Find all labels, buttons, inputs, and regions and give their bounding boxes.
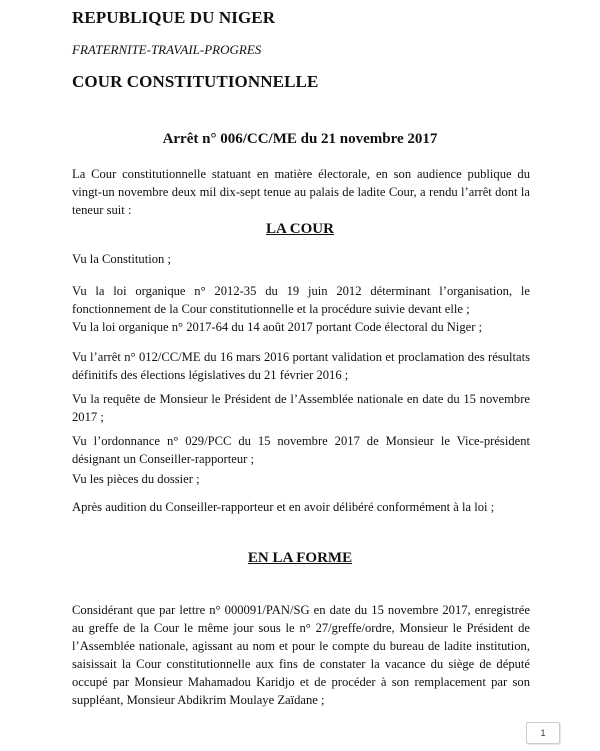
recital-organic-law-2012: Vu la loi organique n° 2012-35 du 19 juin 2012 déterminant l’organisation, le fonctionnement de la Cour constitutionnelle et la procédure suivie devant elle ; [72, 284, 530, 316]
court-name: COUR CONSTITUTIONNELLE [72, 72, 319, 91]
page-number: 1 [526, 722, 560, 744]
recital-organic-law-2017: Vu la loi organique n° 2017-64 du 14 août 2017 portant Code électoral du Niger ; [72, 320, 483, 334]
national-motto: FRATERNITE-TRAVAIL-PROGRES [72, 42, 262, 57]
recital-decision-2016: Vu l’arrêt n° 012/CC/ME du 16 mars 2016 portant validation et proclamation des résultats définitifs des élections législatives du 21 février 2016 ; [72, 350, 530, 382]
recital-constitution: Vu la Constitution ; [72, 252, 171, 266]
section-heading-court: LA COUR [266, 221, 334, 237]
considerant-paragraph: Considérant que par lettre n° 000091/PAN/SG en date du 15 novembre 2017, enregistrée au greffe de la Cour le même jour sous le n° 27/greffe/ordre, Monsieur le Président de l’Assemblée nationale, agissant au nom et pour le compte du bureau de ladite institution, saisissait la Cour constitutionnelle aux fins de constater la vacance du siège de député occupé par Monsieur Mahamadou Karidjo et de procéder à son remplacement par son suppléant, Monsieur Abdikrim Moulaye Zaïdane ; [72, 603, 530, 707]
decision-title: Arrêt n° 006/CC/ME du 21 novembre 2017 [162, 131, 438, 147]
country-name: REPUBLIQUE DU NIGER [72, 8, 276, 27]
recital-request: Vu la requête de Monsieur le Président de l’Assemblée nationale en date du 15 novembre 2017 ; [72, 392, 530, 424]
decision-intro: La Cour constitutionnelle statuant en matière électorale, en son audience publique du vingt-un novembre deux mil dix-sept tenue au palais de ladite Cour, a rendu l’arrêt dont la teneur suit : [72, 167, 530, 217]
recital-ordinance: Vu l’ordonnance n° 029/PCC du 15 novembre 2017 de Monsieur le Vice-président désignant un Conseiller-rapporteur ; [72, 434, 530, 466]
section-heading-form: EN LA FORME [247, 550, 353, 566]
recital-documents: Vu les pièces du dossier ; [72, 472, 200, 486]
recital-deliberation: Après audition du Conseiller-rapporteur et en avoir délibéré conformément à la loi ; [72, 500, 495, 514]
